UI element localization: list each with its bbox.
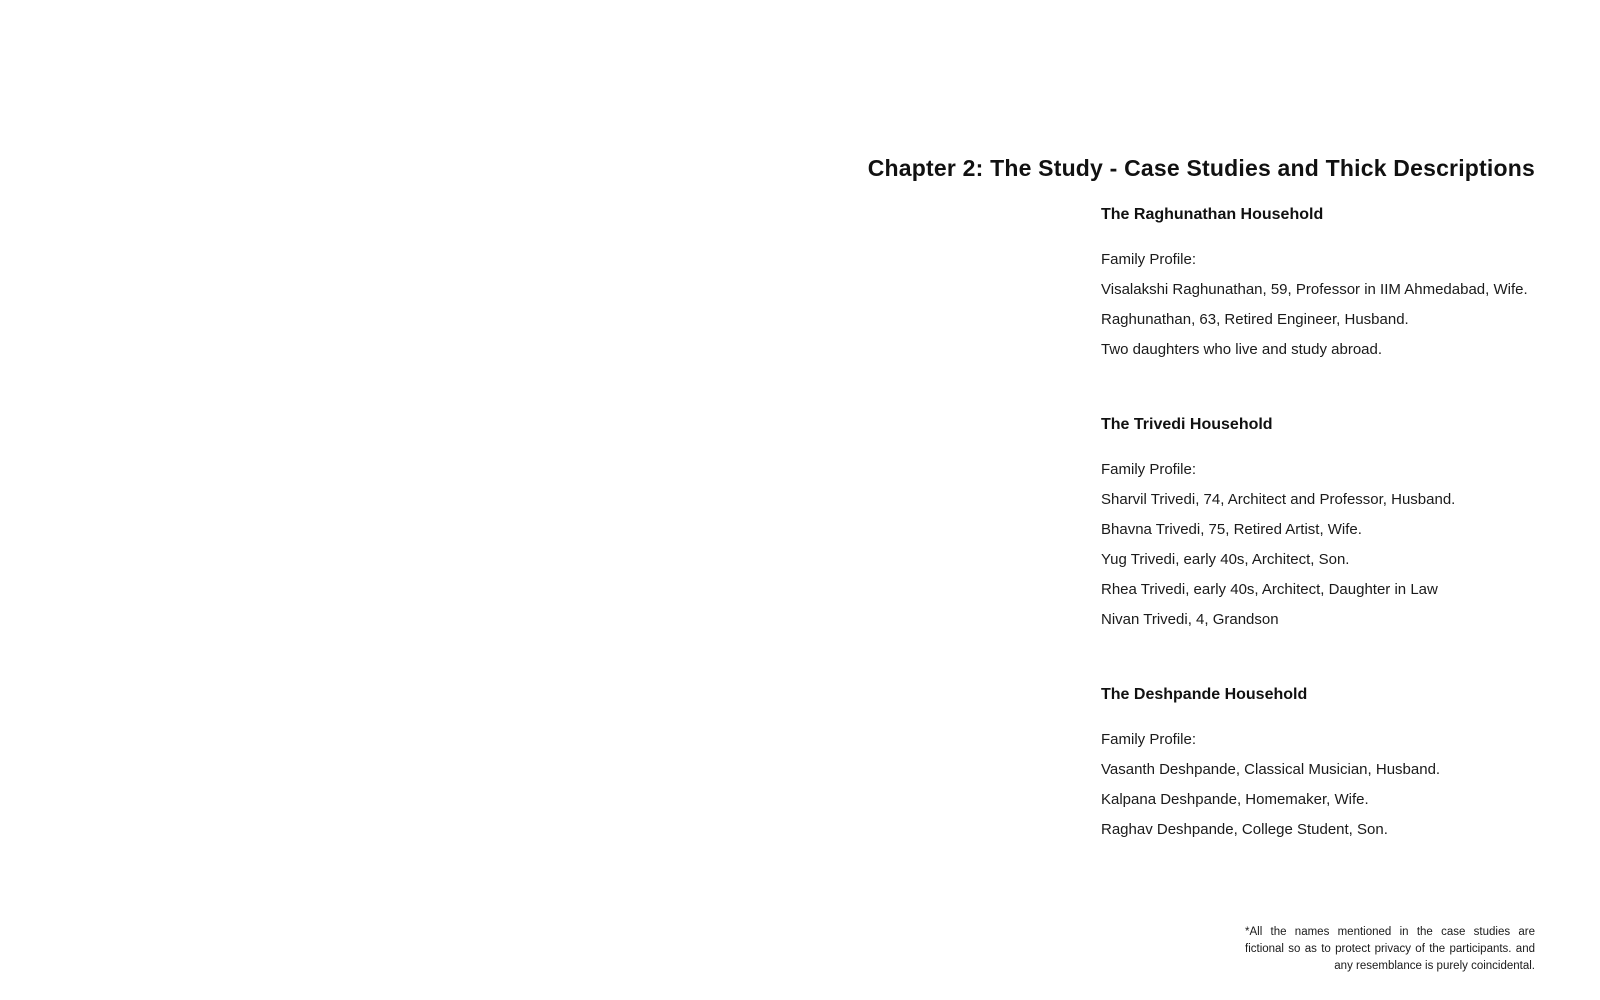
family-member: Kalpana Deshpande, Homemaker, Wife. [1101, 791, 1369, 808]
family-member: Nivan Trivedi, 4, Grandson [1101, 611, 1279, 628]
family-profile-label: Family Profile: [1101, 461, 1197, 478]
household-title: The Deshpande Household [1101, 686, 1308, 703]
household-deshpande [1101, 683, 1541, 845]
family-member: Raghav Deshpande, College Student, Son. [1101, 821, 1388, 838]
family-member-list [1101, 755, 1541, 845]
household-title: The Trivedi Household [1101, 416, 1273, 433]
family-member: Sharvil Trivedi, 74, Architect and Professor, Husband. [1101, 491, 1456, 508]
family-member: Visalakshi Raghunathan, 59, Professor in IIM Ahmedabad, Wife. [1101, 281, 1528, 298]
family-member: Raghunathan, 63, Retired Engineer, Husband. [1101, 311, 1409, 328]
case-studies-section [1101, 203, 1541, 893]
family-member: Rhea Trivedi, early 40s, Architect, Daughter in Law [1101, 581, 1438, 598]
family-member: Bhavna Trivedi, 75, Retired Artist, Wife. [1101, 521, 1362, 538]
family-member-list [1101, 275, 1541, 365]
chapter-title: Chapter 2: The Study - Case Studies and Thick Descriptions [867, 155, 1535, 181]
family-member: Two daughters who live and study abroad. [1101, 341, 1383, 358]
household-trivedi [1101, 413, 1541, 635]
household-raghunathan [1101, 203, 1541, 365]
family-member-list [1101, 485, 1541, 635]
family-profile-label: Family Profile: [1101, 251, 1197, 268]
family-profile-label: Family Profile: [1101, 731, 1197, 748]
family-member: Vasanth Deshpande, Classical Musician, Husband. [1101, 761, 1441, 778]
household-title: The Raghunathan Household [1101, 206, 1324, 223]
family-member: Yug Trivedi, early 40s, Architect, Son. [1101, 551, 1350, 568]
privacy-footnote: *All the names mentioned in the case studies are fictional so as to protect privacy of the participants. and any resemblance is purely coincidental. [1245, 926, 1535, 972]
